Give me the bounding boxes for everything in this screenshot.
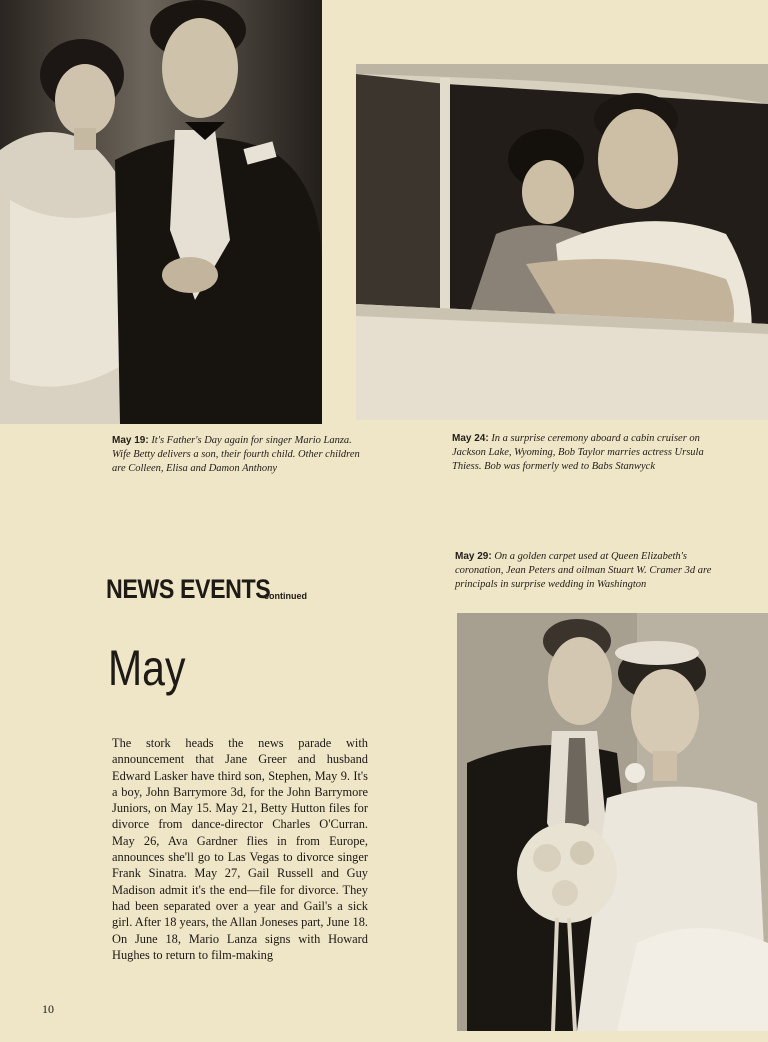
caption-text: On a golden carpet used at Queen Elizabeth's coronation, Jean Peters and oilman Stuart W. Cramer 3d are principals in surprise wedding in Washington (455, 551, 712, 590)
article-body: The stork heads the news parade with announcement that Jane Greer and husband Edward Lasker have third son, Stephen, May 9. It's a boy, John Barrymore 3d, for the John Barrymore Juniors, on May 15. May 21, Betty Hutton files for divorce from dance-director Charles O'Curran. May 26, Ava Gardner flies in from Europe, announces she'll go to Las Vegas to divorce singer Frank Sinatra. May 27, Gail Russell and Guy Madison admit it's the end—file for divorce. They had been separated over a year and Gail's a sick girl. After 18 years, the Allan Joneses part, June 18. On June 18, Mario Lanza signs with Howard Hughes to return to film-making (112, 736, 368, 962)
mario-lanza-and-wife-photo (0, 0, 322, 424)
photo-caption-may-24 (452, 432, 730, 474)
bob-taylor-and-ursula-thiess-photo (356, 64, 768, 420)
caption-text: In a surprise ceremony aboard a cabin cruiser on Jackson Lake, Wyoming, Bob Taylor marries actress Ursula Thiess. Bob was formerly wed to Babs Stanwyck (452, 433, 704, 472)
jean-peters-wedding-photo (457, 613, 768, 1031)
caption-date: May 24: (452, 433, 489, 444)
photo-caption-may-19 (112, 434, 368, 476)
caption-text: It's Father's Day again for singer Mario Lanza. Wife Betty delivers a son, their fourth child. Other children are Colleen, Elisa and Damon Anthony (112, 435, 360, 474)
section-heading: NEWS EVENTS (106, 574, 271, 604)
month-title: May (108, 640, 186, 696)
photo-caption-may-29 (455, 550, 733, 592)
section-subheading: continued (264, 591, 307, 601)
caption-date: May 19: (112, 435, 149, 446)
caption-date: May 29: (455, 551, 492, 562)
page-number: 10 (42, 1002, 54, 1016)
